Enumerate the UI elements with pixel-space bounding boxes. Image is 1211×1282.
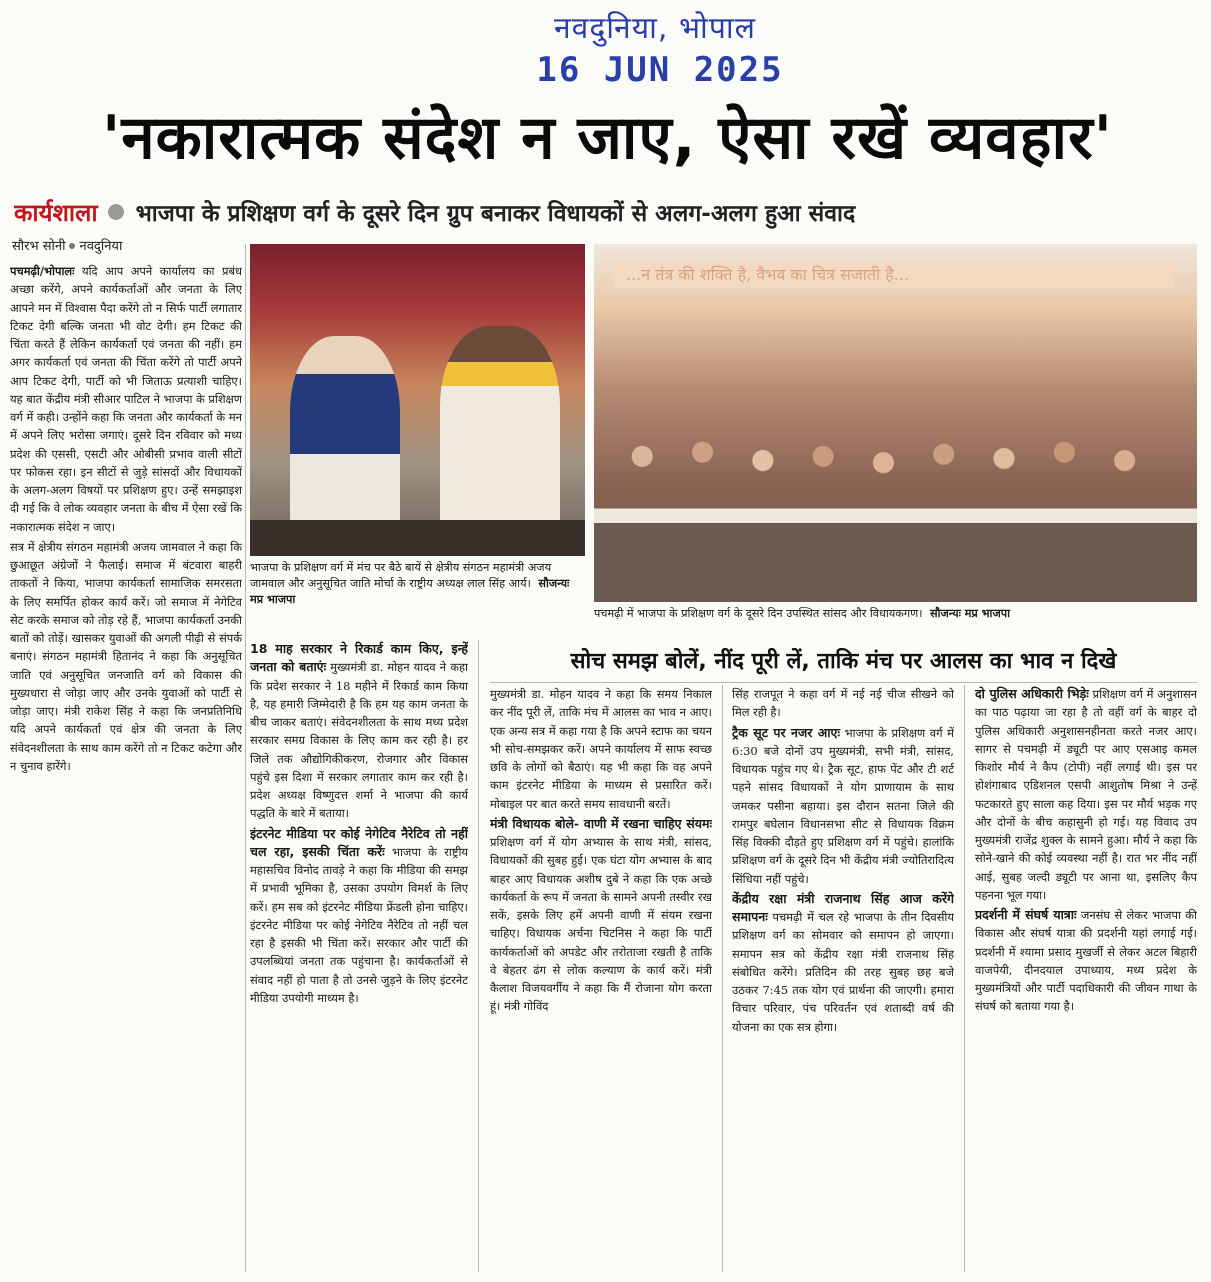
stage-photo — [250, 244, 585, 556]
photo-caption-2 — [594, 606, 1197, 622]
paragraph: सत्र में क्षेत्रीय संगठन महामंत्री अजय जामवाल ने कहा कि छुआछूत अंग्रेजों ने फैलाई। समाज में बंटवारा बाहरी ताकतों ने किया, भाजपा कार्यकर्ता सामाजिक समरसता के लिए समर्पित होकर कार्य करें। जो समाज में नेगेटिव सेट करके समाज को तोड़ रहे हैं, भाजपा कार्यकर्ता उनकी बातों को तोड़ें। खासकर युवाओं की अगली पीढ़ी से संपर्क बनाएं। संगठन महामंत्री हितानंद ने कहा कि अनुसूचित जाति एवं अनुसूचित जनजाति वर्ग को विकास की मुख्यधारा से जोड़ा जाए और उनके युवाओं को पार्टी से जोड़ा जाए। मंत्री राकेश सिंह ने कहा कि जनप्रतिनिधि यदि अपने कार्यकर्ता एवं क्षेत्र की जनता के लिए संवेदनशीलता के साथ काम करेंगे तो न टिकट कटेगा और न चुनाव हारेंगे। — [10, 539, 242, 773]
headline: 'नकारात्मक संदेश न जाए, ऐसा रखें व्यवहार' — [102, 103, 1113, 173]
paragraph: यदि आप अपने कार्यालय का प्रबंध अच्छा करेंगे, अपने कार्यकर्ताओं और जनता के लिए आपने मन में विश्वास पैदा करेंगे तो न सिर्फ पार्टी लगातार टिकट देगी बल्कि जनता भी वोट देगी। हम टिकट की चिंता करते हैं लेकिन कार्यकर्ता एवं जनता की नहीं। हम अगर कार्यकर्ता एवं जनता की चिंता करेंगे तो पार्टी अपने आप टिकट देगी, पार्टी को भी जिताऊ प्रत्याशी चाहिए। यह बात केंद्रीय मंत्री सीआर पाटिल ने भाजपा के प्रशिक्षण वर्ग में कही। उन्होंने कहा कि जनता और कार्यकर्ता के मन में अपने लिए भरोसा जगाएं। दूसरे दिन रविवार को मध्य प्रदेश की एससी, एसटी और ओबीसी प्रभाव वाली सीटों पर फोकस रहा। इन सीटों से जुड़े सांसदों और विधायकों के अलग-अलग विषयों पर प्रशिक्षण हुए। उन्हें समझाइश दी गई कि वे लोक व्यवहार जनता के बीच में ऐसा रखें कि नकारात्मक संदेश न जाए। — [10, 264, 242, 534]
byline-author: सौरभ सोनी — [12, 239, 66, 254]
photo-caption-1 — [250, 560, 585, 609]
kicker-label: कार्यशाला — [14, 198, 98, 227]
caption-text: भाजपा के प्रशिक्षण वर्ग में मंच पर बैठे बायें से क्षेत्रीय संगठन महामंत्री अजय जामवाल और अनुसूचित जाति मोर्चा के राष्ट्रीय अध्यक्ष लाल सिंह आर्य। — [250, 561, 552, 591]
article-column-3 — [490, 685, 712, 1270]
kicker-row — [14, 192, 1199, 232]
bullet-dot-icon — [69, 243, 75, 249]
photo-credit: सौजन्यः मप्र भाजपा — [250, 577, 570, 607]
paragraph: प्रशिक्षण वर्ग में अनुशासन का पाठ पढ़ाया जा रहा है तो वहीं वर्ग के बाहर दो पुलिस अधिकारी अनुशासनहीनता करते नजर आए। सागर से पचमढ़ी में ड्यूटी पर आए एसआइ कमल किशोर मौर्य ने कैप (टोपी) नहीं लगाई थी। इस पर होशंगाबाद एडिशनल एसपी आशुतोष मिश्रा ने उन्हें फटकारते हुए साला कह दिया। इस पर मौर्य भड़क गए और दोनों के बीच कहासुनी हो गई। यह विवाद उप मुख्यमंत्री राजेंद्र शुक्ल के सामने हुआ। मौर्य ने कहा कि सोने-खाने की कोई व्यवस्था नहीं है। रात भर नींद नहीं आई, सुबह जल्दी ड्यूटी पर आना था, इसलिए कैप पहनना भूल गया। — [975, 687, 1197, 902]
stage-banner: ...न तंत्र की शक्ति है, वैभव का चित्र सजाती है... — [614, 262, 1174, 288]
paragraph: पचमढ़ी में चल रहे भाजपा के तीन दिवसीय प्रशिक्षण वर्ग का सोमवार को समापन हो जाएगा। समापन सत्र को केंद्रीय रक्षा मंत्री राजनाथ सिंह संबोधित करेंगे। प्रतिदिन की तरह सुबह छह बजे उठकर 7:45 तक योग एवं प्रार्थना की जाएगी। हमारा विचार परिवार, पंच परिवर्तन एवं शताब्दी वर्ष की योजना का एक सत्र होगा। — [732, 910, 954, 1034]
column-divider — [964, 685, 965, 1272]
article-column-1 — [10, 262, 242, 1272]
stamp-date: 16 JUN 2025 — [536, 50, 784, 90]
section-subhead: दो पुलिस अधिकारी भिड़ेः — [975, 686, 1089, 701]
audience-photo — [594, 244, 1197, 602]
paragraph: प्रशिक्षण वर्ग में योग अभ्यास के साथ मंत्री, सांसद, विधायकों की सुबह हुई। एक घंटा योग अभ्यास के बाद बाहर आए विधायक अशीष दुबे ने कहा कि एक अच्छे कार्यकर्ता के रूप में जनता के सामने अपनी तस्वीर रख सकें, इसके लिए हमें अपनी वाणी में संयम रखना चाहिए। विधायक अर्चना चिटनिस ने कहा कि पार्टी कार्यकर्ताओं को अपडेट और तरोताजा रखती है ताकि वे बेहतर ढंग से लोक कल्याण के कार्य करें। मंत्री कैलाश विजयवर्गीय ने कहा कि मैं रोजाना योग करता हूं। मंत्री गोविंद — [490, 835, 712, 1014]
byline-outlet: नवदुनिया — [79, 239, 123, 254]
section-subhead: ट्रैक सूट पर नजर आएः — [732, 724, 840, 740]
paragraph: जनसंघ से लेकर भाजपा की विकास और संघर्ष यात्रा की प्रदर्शनी यहां लगाई गई। प्रदर्शनी में श्यामा प्रसाद मुखर्जी से लेकर अटल बिहारी वाजपेयी, दीनदयाल उपाध्याय, मध्य प्रदेश के मुख्यमंत्रियों और पार्टी पदाधिकारी की जीवन गाथा के संघर्ष को बताया गया है। — [975, 908, 1197, 1014]
paragraph: मुख्यमंत्री डा. मोहन यादव ने कहा कि समय निकाल कर नींद पूरी लें, ताकि मंच में आलस का भाव न आए। एक अन्य सत्र में कहा गया है कि अपने स्टाफ का चयन भी सोच-समझकर करें। अपने कार्यालय में साफ स्वच्छ छवि के लोगों को बैठाएं। यह भी कहा कि वह अपने काम इंटरनेट मीडिया के माध्यम से प्रसारित करें। मोबाइल पर बात करते समय सावधानी बरतें। — [490, 687, 712, 811]
paragraph: मुख्यमंत्री डा. मोहन यादव ने कहा कि प्रदेश सरकार ने 18 महीने में रिकार्ड काम किया है, यह हमारी जिम्मेदारी है कि हम यह काम जनता के बीच जाकर बताएं। संवेदनशीलता के साथ मध्य प्रदेश सरकार समग्र विकास के लिए काम कर रही है। हर जिले तक औद्योगिकीकरण, रोजगार और विकास पहुंचे इस दिशा में सरकार लगातार काम कर रही है। प्रदेश अध्यक्ष विष्णुदत्त शर्मा ने भाजपा की कार्य पद्धति के बारे में बताया। — [250, 660, 468, 821]
bullet-dot-icon — [108, 204, 124, 220]
secondary-headline: सोच समझ बोलें, नींद पूरी लें, ताकि मंच पर आलस का भाव न दिखे — [570, 649, 1117, 674]
section-subhead: प्रदर्शनी में संघर्ष यात्राः — [975, 907, 1077, 922]
byline — [12, 236, 242, 254]
dateline: पचमढ़ी/भोपालः — [10, 264, 75, 278]
article-column-5 — [975, 685, 1197, 1270]
person-figure — [440, 326, 560, 526]
audience-crowd — [594, 394, 1197, 602]
paragraph: भाजपा के प्रशिक्षण वर्ग में 6:30 बजे दोनों उप मुख्यमंत्री, सभी मंत्री, सांसद, विधायक पहुंच गए थे। ट्रैक सूट, हाफ पेंट और टी शर्ट पहने सांसद विधायकों ने योग प्राणायाम के साथ जमकर पसीना बहाया। इस दौरान सतना जिले की रामपुर बघेलान विधानसभा सीट से विधायक विक्रम सिंह विक्की दौड़ते हुए प्रशिक्षण वर्ग में पहुंचे। हालांकि प्रशिक्षण वर्ग के दूसरे दिन भी केंद्रीय मंत्री ज्योतिरादित्य सिंधिया नहीं पहुंचे। — [732, 725, 954, 886]
column-divider — [478, 640, 479, 1272]
clipping-stamp — [0, 0, 1211, 92]
person-figure — [290, 336, 400, 526]
column-divider — [245, 244, 246, 1272]
section-subhead: मंत्री विधायक बोले- वाणी में रखना चाहिए संयमः — [490, 815, 712, 831]
paragraph: सिंह राजपूत ने कहा वर्ग में नई नई चीज सीखने को मिल रही है। — [732, 687, 954, 720]
photo-credit: सौजन्यः मप्र भाजपा — [930, 607, 1011, 620]
article-column-4 — [732, 685, 954, 1270]
article-column-2 — [250, 640, 468, 1270]
caption-text: पचमढ़ी में भाजपा के प्रशिक्षण वर्ग के दूसरे दिन उपस्थित सांसद और विधायकगण। — [594, 607, 923, 620]
section-subhead: 18 माह सरकार ने रिकार्ड काम किए, इन्हें जनता को बताएंः — [250, 641, 468, 675]
stamp-paper-name: नवदुनिया, भोपाल — [554, 11, 756, 46]
section-subhead: केंद्रीय रक्षा मंत्री राजनाथ सिंह आज करेंगे समापनः — [732, 890, 954, 924]
section-subhead: इंटरनेट मीडिया पर कोई नेगेटिव नैरेटिव तो नहीं चल रहा, इसकी चिंता करेंः — [250, 825, 468, 859]
stage-floor — [250, 520, 585, 556]
subheadline: भाजपा के प्रशिक्षण वर्ग के दूसरे दिन ग्रुप बनाकर विधायकों से अलग-अलग हुआ संवाद — [135, 201, 856, 227]
paragraph: भाजपा के राष्ट्रीय महासचिव विनोद तावड़े ने कहा कि मीडिया की समझ में प्रभावी भूमिका है, उसका उपयोग विमर्श के लिए करें। हम सब को इंटरनेट मीडिया फ्रेंडली होना चाहिए। इंटरनेट मीडिया पर कोई नेगेटिव नैरेटिव तो नहीं चल रहा है इसकी भी चिंता करें। सरकार और पार्टी की उपलब्धियां जनता तक पहुंचाना है। कार्यकर्ताओं से संवाद नहीं हो पाता है तो उनसे जुड़ने के लिए इंटरनेट मीडिया उपयोगी माध्यम है। — [250, 844, 468, 1005]
column-divider — [722, 685, 723, 1272]
section-divider — [490, 682, 1197, 683]
